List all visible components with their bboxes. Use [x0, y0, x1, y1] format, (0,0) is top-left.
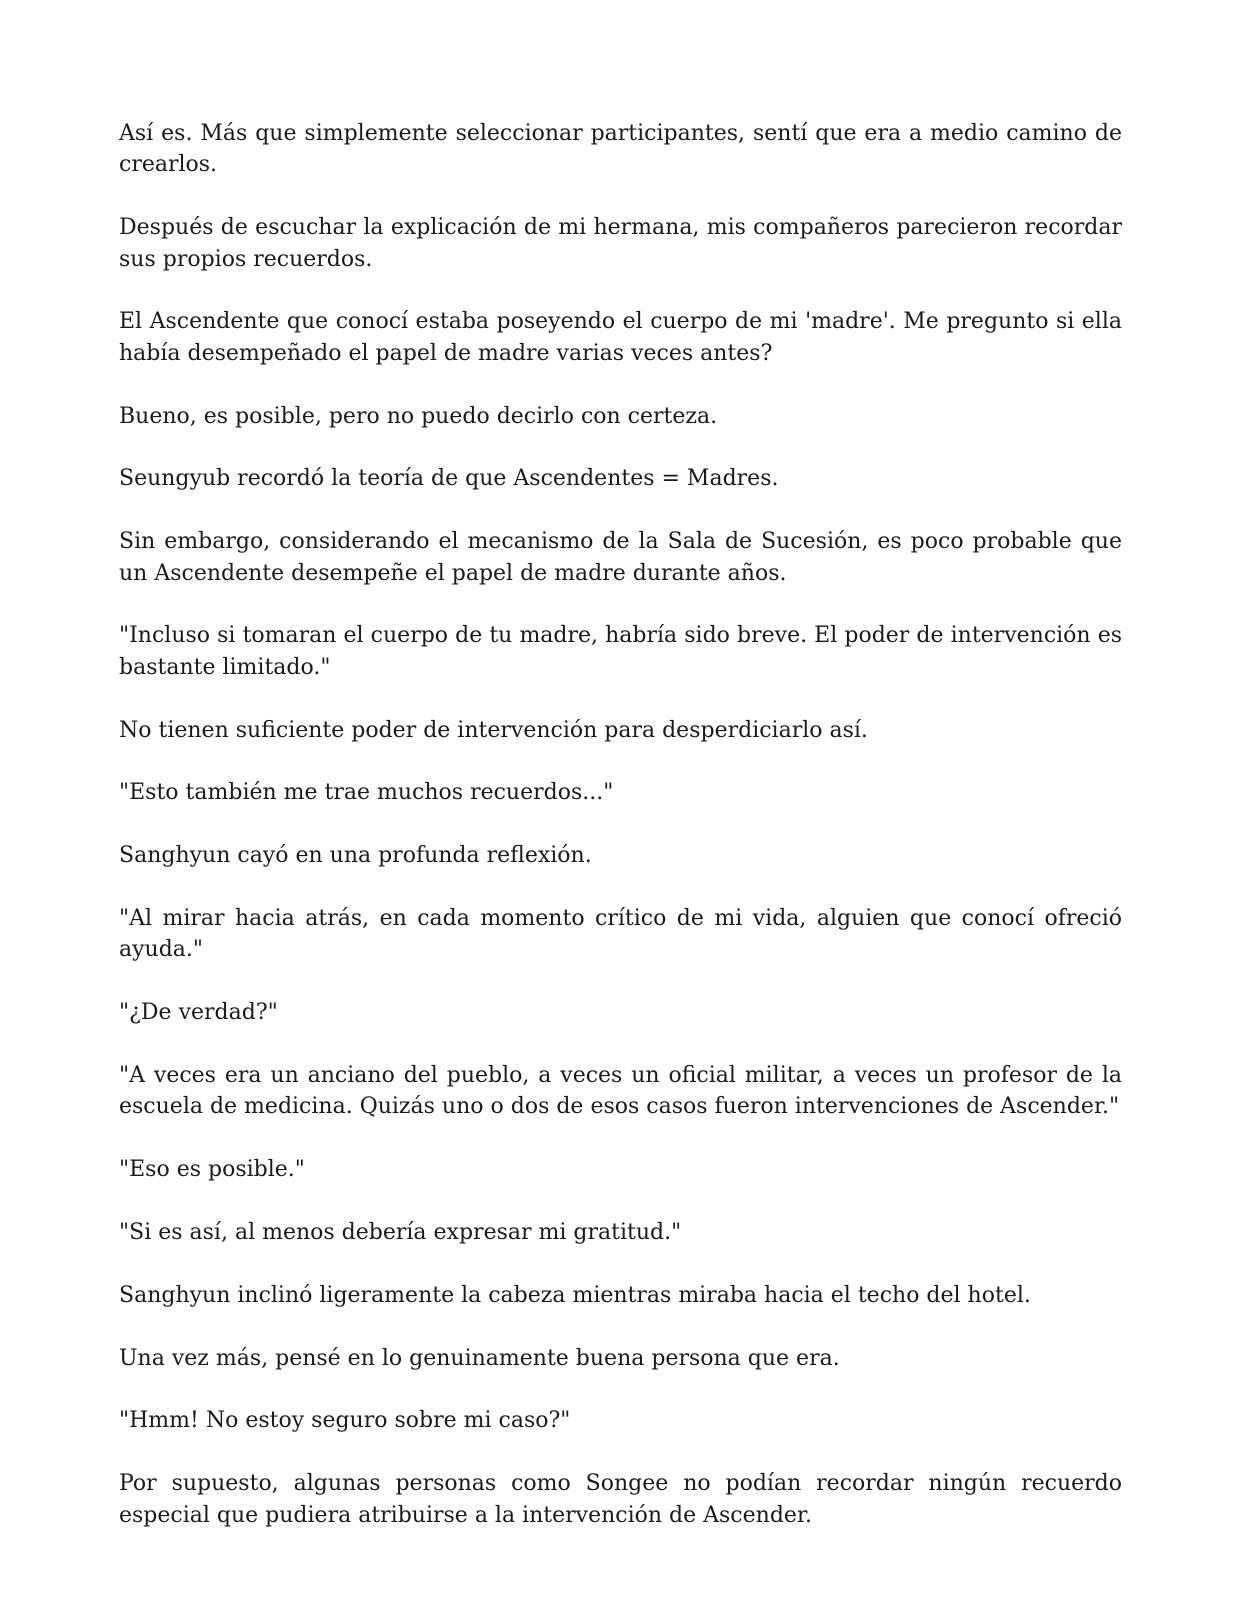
paragraph: "Eso es posible."	[119, 1157, 305, 1183]
paragraph: Por supuesto, algunas personas como Songee no podían recordar ningún recuerdo especial que pudiera atribuirse a la intervención de Ascender.	[119, 1471, 1122, 1528]
paragraph: Sin embargo, considerando el mecanismo de la Sala de Sucesión, es poco probable que un Ascendente desempeñe el papel de madre durante años.	[119, 529, 1122, 586]
paragraph: "Si es así, al menos debería expresar mi gratitud."	[119, 1220, 682, 1245]
paragraph: "Al mirar hacia atrás, en cada momento crítico de mi vida, alguien que conocí ofreció ayuda."	[119, 906, 1122, 963]
paragraph: Sanghyun inclinó ligeramente la cabeza mientras miraba hacia el techo del hotel.	[119, 1282, 1031, 1308]
paragraph: "Incluso si tomaran el cuerpo de tu madre, habría sido breve. El poder de intervención es bastante limitado."	[119, 623, 1122, 680]
document-body	[119, 118, 1122, 1531]
paragraph: Después de escuchar la explicación de mi hermana, mis compañeros parecieron recordar sus propios recuerdos.	[119, 215, 1122, 272]
paragraph: "Esto también me trae muchos recuerdos..."	[119, 780, 614, 806]
paragraph: Una vez más, pensé en lo genuinamente buena persona que era.	[119, 1345, 840, 1371]
paragraph: El Ascendente que conocí estaba poseyendo el cuerpo de mi 'madre'. Me pregunto si ella había desempeñado el papel de madre varias veces antes?	[119, 309, 1122, 366]
paragraph: Seungyub recordó la teoría de que Ascendentes = Madres.	[119, 466, 779, 492]
paragraph: Bueno, es posible, pero no puedo decirlo con certeza.	[119, 403, 718, 429]
paragraph: "¿De verdad?"	[119, 1000, 278, 1026]
paragraph: Sanghyun cayó en una profunda reflexión.	[119, 843, 592, 869]
paragraph: No tienen suficiente poder de intervención para desperdiciarlo así.	[119, 717, 868, 743]
paragraph: "A veces era un anciano del pueblo, a veces un oficial militar, a veces un profesor de la escuela de medicina. Quizás uno o dos de esos casos fueron intervenciones de Ascender."	[119, 1063, 1122, 1120]
paragraph: "Hmm! No estoy seguro sobre mi caso?"	[119, 1408, 571, 1434]
paragraph: Así es. Más que simplemente seleccionar participantes, sentí que era a medio camino de crearlos.	[119, 121, 1122, 178]
